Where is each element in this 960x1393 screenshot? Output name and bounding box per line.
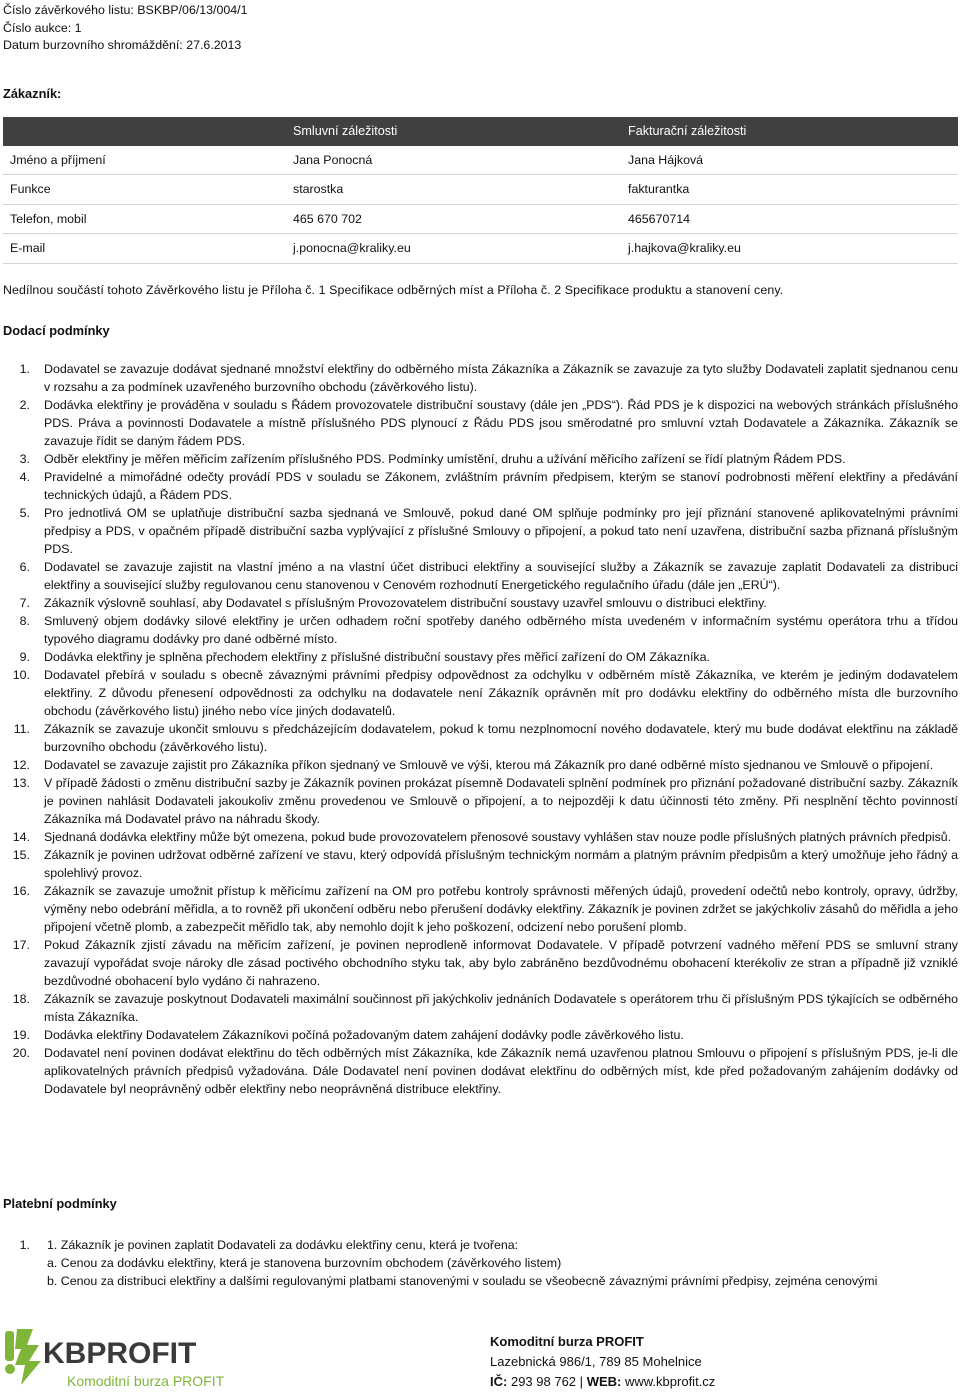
list-item	[10, 396, 958, 450]
logo-tagline: Komoditní burza PROFIT	[67, 1373, 225, 1389]
table-row	[3, 204, 958, 234]
term-text: Dodavatel není povinen dodávat elektřinu do těch odběrných míst Zákazníka, kde Zákazník nemá uzavřenou platnou Smlouvu o připojení s příslušným PDS, je-li dle aplikovatelných právních předpisů vyžadována. Dále Dodavatel není povinen dodávat elektřinu do odběrných míst, kde před požadovaným zahájením dodávky od Dodavatele byl neoprávněný odběr elektřiny nebo neoprávněná distribuce elektřiny.	[44, 1046, 958, 1096]
term-text: Zákazník se zavazuje ukončit smlouvu s předcházejícím dodavatelem, pokud k tomu nezplnomocní nového dodavatele, který mu bude dodávat elektřinu na základě burzovního obchodu (závěrkového listu).	[44, 722, 958, 754]
list-item	[10, 936, 958, 990]
term-text: Dodavatel se zavazuje zajistit na vlastní jméno a na vlastní účet distribuci elektřiny a související služby a Zákazník se zavazuje zaplatit Dodavateli za distribuci elektřiny a související služby regulovanou cenu stanovenou v Cenovém rozhodnutí Energetického regulačního úřadu (dále jen „ERÚ“).	[44, 560, 958, 592]
row-label: Funkce	[3, 175, 286, 205]
payment-terms	[10, 1236, 958, 1290]
item-number: 20.	[12, 1046, 30, 1060]
item-number: 5.	[19, 506, 30, 520]
payment-line: 1. Zákazník je povinen zaplatit Dodavateli za dodávku elektřiny cenu, která je tvořena:	[47, 1238, 519, 1252]
payment-line: a. Cenou za dodávku elektřiny, která je stanovena burzovním obchodem (závěrkového listem)	[47, 1256, 562, 1270]
auction-number: Číslo aukce: 1	[3, 20, 82, 35]
list-item	[10, 360, 958, 396]
list-item	[10, 1236, 958, 1254]
billing-email: j.hajkova@kraliky.eu	[621, 234, 958, 264]
item-number: 6.	[19, 560, 30, 574]
logo-mark-icon	[5, 1329, 41, 1385]
col-contract-header: Smluvní záležitosti	[286, 117, 621, 146]
term-text: Pravidelné a mimořádné odečty provádí PDS v souladu se Zákonem, zvláštním právním předpisem, kterým se stanoví podrobnosti měření elektřiny a předávání technických údajů, a Řádem PDS.	[44, 470, 958, 502]
term-text: Pokud Zákazník zjistí závadu na měřicím zařízení, je povinen neprodleně informovat Dodavatele. V případě potvrzení vadného měření PDS se smluvní strany zavazují vypořádat svoje nároky dle zásad poctivého obchodního styku tak, aby bylo zabráněno bezdůvodnému obohacení kterékoliv ze stran a případně již vzniklé bezdůvodné obohacení bylo vydáno či nahrazeno.	[44, 938, 958, 988]
item-number: 9.	[19, 650, 30, 664]
term-text: Zákazník se zavazuje umožnit přístup k měřicímu zařízení na OM pro potřebu kontroly správnosti měřených údajů, provedení odečtů nebo kontroly, opravy, údržby, výměny nebo odebrání měřidla, a to rovněž při ukončení odběru nebo přerušení dodávky elektřiny. Zákazník je povinen zdržet se jakýchkoliv zásahů do měřidla a jeho připojení včetně plomb, a zabezpečit měřidlo tak, aby nemohlo dojít k jeho poškození, odcizení nebo porušení plomb.	[44, 884, 958, 934]
list-item	[10, 504, 958, 558]
item-number: 18.	[12, 992, 30, 1006]
item-number: 13.	[12, 776, 30, 790]
contract-value: starostka	[286, 175, 621, 205]
delivery-heading: Dodací podmínky	[3, 323, 110, 338]
customer-heading: Zákazník:	[3, 86, 62, 101]
web-label: WEB:	[586, 1374, 622, 1389]
item-number: 12.	[12, 758, 30, 772]
list-item	[10, 828, 958, 846]
footer-company: Komoditní burza PROFIT	[490, 1334, 644, 1349]
contacts-table	[3, 117, 958, 264]
item-number: 1.	[19, 362, 30, 376]
term-text: Dodavatel přebírá v souladu s obecně závaznými právními předpisy odpovědnost za odchylku v odběrném místě Zákazníka, ve kterém je jediným dodavatelem elektřiny. Z důvodu přenesení odpovědnosti za odchylku na dodavatele není Zákazník oprávněn mít pro dodávku elektřiny do odběrného místa dle burzovního obchodu (závěrkového listu) jiného nebo více jiných dodavatelů.	[44, 668, 958, 718]
billing-value: fakturantka	[621, 175, 958, 205]
term-text: Dodávka elektřiny je prováděna v souladu s Řádem provozovatele distribuční soustavy (dále jen „PDS“). Řád PDS je k dispozici na webových stránkách příslušného PDS. Práva a povinnosti Dodavatele a místně příslušného PDS plynoucí z Řádu PDS jsou směrodatné pro smluvní vztah Dodavatele a Zákazníka. Zákazník se zavazuje řídit se daným řádem PDS.	[44, 398, 958, 448]
logo-wordmark: KBPROFIT	[43, 1337, 197, 1370]
contract-email: j.ponocna@kraliky.eu	[286, 234, 621, 264]
contract-value: Jana Ponocná	[286, 146, 621, 175]
item-number: 16.	[12, 884, 30, 898]
table-row	[3, 175, 958, 205]
list-item	[10, 450, 958, 468]
term-text: Dodavatel se zavazuje dodávat sjednané množství elektřiny do odběrného místa Zákazníka a Zákazník se zavazuje za tyto služby Dodavateli zaplatit sjednanou cenu v rozsahu a za podmínek uzavřeného burzovního obchodu (závěrkového listu).	[44, 362, 958, 394]
item-number: 1.	[19, 1238, 30, 1252]
term-text: Dodavatel se zavazuje zajistit pro Zákazníka příkon sjednaný ve Smlouvě ve výši, kterou má Zákazník pro dané odběrné místo sjednanou ve Smlouvě o připojení.	[44, 758, 934, 772]
list-item	[10, 882, 958, 936]
list-item	[10, 1272, 958, 1290]
term-text: Smluvený objem dodávky silové elektřiny je určen odhadem roční spotřeby daného odběrného místa uvedeném v informačním systému operátora trhu a třídou typového diagramu dodávky pro dané odběrné místo.	[44, 614, 958, 646]
list-item	[10, 648, 958, 666]
list-item	[10, 1044, 958, 1098]
list-item	[10, 666, 958, 720]
item-number: 8.	[19, 614, 30, 628]
list-item	[10, 1254, 958, 1272]
term-text: Dodávka elektřiny Dodavatelem Zákazníkovi počíná požadovaným datem zahájení dodávky podle závěrkového listu.	[44, 1028, 684, 1042]
item-number: 4.	[19, 470, 30, 484]
term-text: V případě žádosti o změnu distribuční sazby je Zákazník povinen prokázat písemně Dodavateli splnění podmínek pro přiznání požadované distribuční sazby. Zákazník je povinen nahlásit Dodavateli jakoukoliv změnu provedenou ve Smlouvě o připojení, a to nejpozději k datu účinnosti této změny. Při nesplnění těchto povinností Zákazníka má Dodavatel právo na náhradu škody.	[44, 776, 958, 826]
billing-value: 465670714	[621, 204, 958, 234]
item-number: 17.	[12, 938, 30, 952]
item-number: 19.	[12, 1028, 30, 1042]
list-item	[10, 990, 958, 1026]
row-label: Telefon, mobil	[3, 204, 286, 234]
col-billing-header: Fakturační záležitosti	[621, 117, 958, 146]
contract-number: Číslo závěrkového listu: BSKBP/06/13/004/1	[3, 3, 248, 17]
payment-line: b. Cenou za distribuci elektřiny a dalšími regulovanými platbami stanovenými v souladu se všeobecně závaznými právními předpisy, zejména cenovými	[47, 1274, 878, 1288]
list-item	[10, 774, 958, 828]
footer-ids	[490, 1372, 715, 1392]
table-row	[3, 146, 958, 175]
web-link[interactable]: www.kbprofit.cz	[624, 1374, 716, 1389]
item-number: 2.	[19, 398, 30, 412]
list-item	[10, 1026, 958, 1044]
annex-note: Nedílnou součástí tohoto Závěrkového listu je Příloha č. 1 Specifikace odběrných míst a Příloha č. 2 Specifikace produktu a stanovení ceny.	[3, 283, 784, 297]
list-item	[10, 594, 958, 612]
term-text: Sjednaná dodávka elektřiny může být omezena, pokud bude provozovatelem přenosové soustavy vyhlášen stav nouze podle příslušných platných právních předpisů.	[44, 830, 952, 844]
footer-contact	[490, 1332, 715, 1392]
term-text: Dodávka elektřiny je splněna přechodem elektřiny z příslušné distribuční soustavy přes měřicí zařízení do OM Zákazníka.	[44, 650, 710, 664]
delivery-terms-list	[10, 360, 958, 1098]
item-number: 10.	[12, 668, 30, 682]
document-header	[3, 2, 248, 55]
list-item	[10, 612, 958, 648]
item-number: 15.	[12, 848, 30, 862]
term-text: Zákazník se zavazuje poskytnout Dodavateli maximální součinnost při jakýchkoliv jednáních Dodavatele s operátorem trhu či příslušným PDS týkajících se odběrného místa Zákazníka.	[44, 992, 958, 1024]
footer-address: Lazebnická 986/1, 789 85 Mohelnice	[490, 1354, 702, 1369]
meeting-date: Datum burzovního shromáždění: 27.6.2013	[3, 38, 242, 52]
payment-heading: Platební podmínky	[3, 1196, 117, 1211]
row-label: E-mail	[3, 234, 286, 264]
term-text: Pro jednotlivá OM se uplatňuje distribuční sazba sjednaná ve Smlouvě, pokud dané OM splňuje podmínky pro její přiznání stanovené aplikovatelnými právními předpisy a PDS, v opačném případě distribuční sazba vyplývající z příslušné Smlouvy o připojení, a pokud tato není uzavřena, distribuční sazba přiznaná příslušným PDS.	[44, 506, 958, 556]
contacts-header-row	[3, 117, 958, 146]
item-number: 14.	[12, 830, 30, 844]
table-row	[3, 234, 958, 264]
term-text: Odběr elektřiny je měřen měřicím zařízením příslušného PDS. Podmínky umístění, druhu a užívání měřicího zařízení se řídí platným Řádem PDS.	[44, 452, 846, 466]
row-label: Jméno a příjmení	[3, 146, 286, 175]
term-text: Zákazník výslovně souhlasí, aby Dodavatel s příslušným Provozovatelem distribuční soustavy uzavřel smlouvu o distribuci elektřiny.	[44, 596, 767, 610]
term-text: Zákazník je povinen udržovat odběrné zařízení ve stavu, který odpovídá příslušným technickým normám a platným právním předpisům a který umožňuje jeho řádný a spolehlivý provoz.	[44, 848, 958, 880]
item-number: 3.	[19, 452, 30, 466]
list-item	[10, 756, 958, 774]
separator: |	[579, 1374, 584, 1389]
list-item	[10, 846, 958, 882]
contract-value: 465 670 702	[286, 204, 621, 234]
list-item	[10, 468, 958, 504]
item-number: 11.	[13, 722, 30, 736]
ic-value: 293 98 762	[510, 1374, 577, 1389]
billing-value: Jana Hájková	[621, 146, 958, 175]
ic-label: IČ:	[490, 1374, 508, 1389]
item-number: 7.	[19, 596, 30, 610]
list-item	[10, 720, 958, 756]
list-item	[10, 558, 958, 594]
kbprofit-logo	[3, 1325, 233, 1391]
